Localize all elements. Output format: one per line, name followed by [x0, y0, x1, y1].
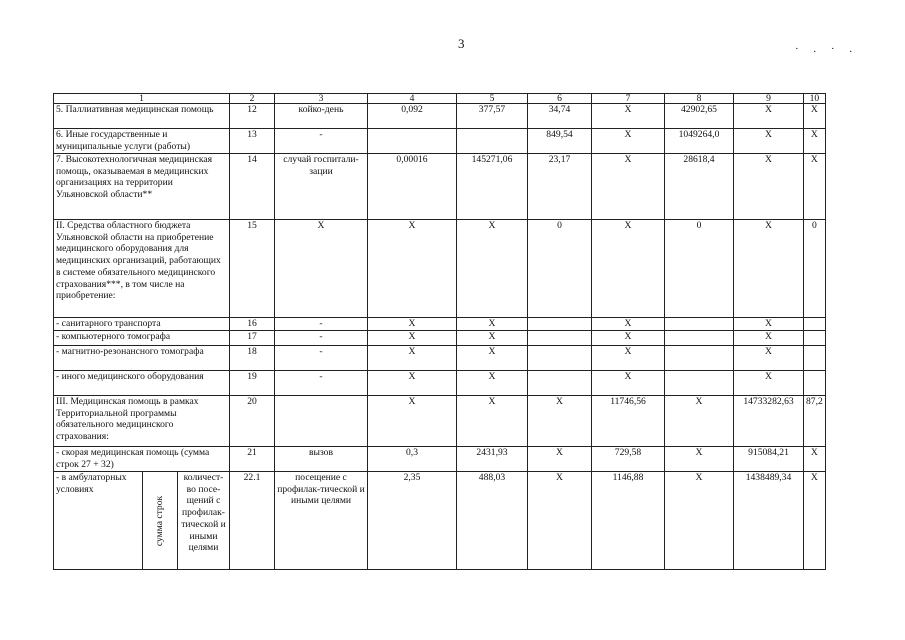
table-row — [54, 104, 826, 129]
cell: X — [457, 371, 528, 396]
cell: X — [457, 346, 528, 371]
cell: X — [368, 331, 457, 346]
cell: 0,092 — [368, 104, 457, 129]
row-label: - компьютерного томографа — [54, 331, 230, 346]
table-row — [54, 371, 826, 396]
row-label: 6. Иные государственные и муниципальные услуги (работы) — [54, 129, 230, 154]
cell — [528, 331, 592, 346]
header-cell: 5 — [457, 94, 528, 104]
table-row — [54, 154, 826, 220]
cell: 34,74 — [528, 104, 592, 129]
cell: 19 — [230, 371, 275, 396]
table-row — [54, 129, 826, 154]
header-cell: 7 — [592, 94, 665, 104]
table-header-row — [54, 94, 826, 104]
cell: 14733282,63 — [734, 396, 804, 447]
row-label: - скорая медицинская помощь (сумма строк 27 + 32) — [54, 447, 230, 472]
table-row — [54, 318, 826, 331]
cell — [665, 331, 734, 346]
cell — [804, 346, 826, 371]
cell: 1146,88 — [592, 472, 665, 570]
cell: X — [592, 154, 665, 220]
row-label: - в амбулаторных условиях — [54, 472, 143, 570]
cell: X — [734, 220, 804, 318]
row-label: - магнитно-резонансного томографа — [54, 346, 230, 371]
cell: X — [592, 104, 665, 129]
cell: - — [275, 331, 368, 346]
cell: X — [665, 396, 734, 447]
cell — [665, 346, 734, 371]
page-number: 3 — [458, 36, 465, 51]
table-row — [54, 331, 826, 346]
cell: 145271,06 — [457, 154, 528, 220]
cell: 16 — [230, 318, 275, 331]
cell: X — [457, 396, 528, 447]
cell: 42902,65 — [665, 104, 734, 129]
header-cell: 1 — [54, 94, 230, 104]
cell — [665, 318, 734, 331]
cell: X — [457, 318, 528, 331]
cell: X — [734, 129, 804, 154]
cell: - — [275, 346, 368, 371]
cell: вызов — [275, 447, 368, 472]
header-cell: 2 — [230, 94, 275, 104]
cell: X — [368, 346, 457, 371]
cell: X — [592, 318, 665, 331]
cell: 21 — [230, 447, 275, 472]
cell: 28618,4 — [665, 154, 734, 220]
cell: 17 — [230, 331, 275, 346]
vertical-label-cell — [143, 472, 178, 570]
cell: X — [734, 371, 804, 396]
cell: X — [457, 331, 528, 346]
cell — [368, 129, 457, 154]
row-label: 7. Высокотехнологичная медицинская помощь, оказываемая в медицинских организациях на территории Ульяновской области** — [54, 154, 230, 220]
cell: X — [804, 129, 826, 154]
cell: посещение с профилак-тической и иными целями — [275, 472, 368, 570]
cell — [275, 396, 368, 447]
cell: X — [592, 129, 665, 154]
cell: X — [592, 371, 665, 396]
corner-marks: · . · . — [795, 43, 859, 55]
cell: 849,54 — [528, 129, 592, 154]
cell: X — [804, 154, 826, 220]
cell: 11746,56 — [592, 396, 665, 447]
cell: 14 — [230, 154, 275, 220]
header-cell: 10 — [804, 94, 826, 104]
cell — [528, 346, 592, 371]
cell — [804, 371, 826, 396]
cell: 22.1 — [230, 472, 275, 570]
table-row — [54, 447, 826, 472]
table-row — [54, 472, 826, 570]
cell: X — [804, 104, 826, 129]
cell: X — [368, 371, 457, 396]
header-cell: 4 — [368, 94, 457, 104]
cell: X — [368, 318, 457, 331]
sub-label: количест-во посе-щений с профилак-тической и иными целями — [178, 472, 230, 570]
cell: 20 — [230, 396, 275, 447]
cell: 915084,21 — [734, 447, 804, 472]
cell: 1438489,34 — [734, 472, 804, 570]
table-row — [54, 220, 826, 318]
cell: X — [734, 331, 804, 346]
cell: 377,57 — [457, 104, 528, 129]
cell — [457, 129, 528, 154]
cell: 18 — [230, 346, 275, 371]
cell: 2,35 — [368, 472, 457, 570]
row-label: 5. Паллиативная медицинская помощь — [54, 104, 230, 129]
header-cell: 9 — [734, 94, 804, 104]
cell: 0,00016 — [368, 154, 457, 220]
header-cell: 8 — [665, 94, 734, 104]
cell: X — [734, 154, 804, 220]
cell: 2431,93 — [457, 447, 528, 472]
cell: - — [275, 129, 368, 154]
cell: случай госпитали-зации — [275, 154, 368, 220]
cell: X — [592, 331, 665, 346]
vertical-label: сумма строк — [154, 495, 166, 546]
cell: 23,17 — [528, 154, 592, 220]
cell: X — [275, 220, 368, 318]
cell: 15 — [230, 220, 275, 318]
cell: X — [804, 472, 826, 570]
header-cell: 6 — [528, 94, 592, 104]
cell: X — [368, 396, 457, 447]
cell: X — [804, 447, 826, 472]
cell: 13 — [230, 129, 275, 154]
cell: 488,03 — [457, 472, 528, 570]
cell — [528, 318, 592, 331]
row-label: - иного медицинского оборудования — [54, 371, 230, 396]
cell: X — [665, 447, 734, 472]
table-row — [54, 346, 826, 371]
row-label: II. Средства областного бюджета Ульяновской области на приобретение медицинского оборудования для медицинских организаций, работающих в системе обязательного медицинского страхования***, в том числе на приобретение: — [54, 220, 230, 318]
cell: - — [275, 371, 368, 396]
row-label: - санитарного транспорта — [54, 318, 230, 331]
cell: X — [457, 220, 528, 318]
cell: X — [734, 318, 804, 331]
cell: X — [368, 220, 457, 318]
cell: 1049264,0 — [665, 129, 734, 154]
row-label: III. Медицинская помощь в рамках Территориальной программы обязательного медицинского страхования: — [54, 396, 230, 447]
table-row — [54, 396, 826, 447]
cell: X — [528, 472, 592, 570]
cell: 0 — [804, 220, 826, 318]
header-cell: 3 — [275, 94, 368, 104]
cell: X — [528, 396, 592, 447]
cell: койко-день — [275, 104, 368, 129]
cell: X — [734, 104, 804, 129]
cell: 87,2 — [804, 396, 826, 447]
cell: 0,3 — [368, 447, 457, 472]
cell: X — [665, 472, 734, 570]
cell: X — [592, 220, 665, 318]
cell: X — [528, 447, 592, 472]
cell — [804, 331, 826, 346]
cell — [804, 318, 826, 331]
cell: 12 — [230, 104, 275, 129]
cell: 729,58 — [592, 447, 665, 472]
cell — [528, 371, 592, 396]
cell: X — [592, 346, 665, 371]
cell: X — [734, 346, 804, 371]
medical-care-table — [53, 93, 826, 570]
cell: 0 — [528, 220, 592, 318]
cell: 0 — [665, 220, 734, 318]
cell — [665, 371, 734, 396]
cell: - — [275, 318, 368, 331]
